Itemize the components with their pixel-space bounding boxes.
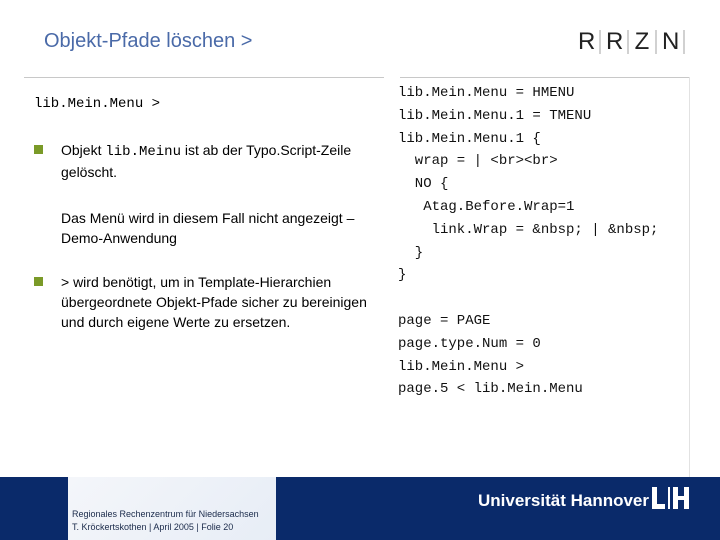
footer-organization: Regionales Rechenzentrum für Niedersachsen	[72, 509, 259, 519]
code-line: lib.Mein.Menu = HMENU	[398, 85, 575, 101]
code-line: Atag.Before.Wrap=1	[398, 198, 575, 215]
bullet-square-icon	[34, 145, 43, 154]
code-line: page.5 < lib.Mein.Menu	[398, 381, 583, 398]
code-line: wrap = | <br><br>	[398, 153, 558, 170]
rrzn-logo	[578, 28, 690, 56]
code-line: page = PAGE	[398, 312, 491, 329]
bullet-text: Objekt lib.Meinu ist ab der Typo.Script-Zeile gelöscht.	[61, 142, 352, 180]
logo-letter: R	[578, 28, 596, 55]
logo-letter: R	[606, 28, 624, 55]
logo-divider	[627, 30, 629, 54]
logo-letter: Z	[634, 28, 650, 55]
code-line: lib.Mein.Menu.1 {	[398, 130, 541, 147]
university-name: Universität Hannover	[478, 491, 649, 510]
code-line: }	[398, 267, 407, 284]
logo-divider	[599, 30, 601, 54]
left-column	[34, 96, 374, 116]
code-line: lib.Mein.Menu >	[398, 358, 525, 375]
footer-author-date: T. Kröckertskothen | April 2005 | Folie 20	[72, 522, 234, 532]
inline-code: lib.Meinu	[105, 144, 181, 160]
bullet-square-icon	[34, 277, 43, 286]
divider-vertical	[689, 77, 690, 477]
bullet-text: > wird benötigt, um in Template-Hierarchien übergeordnete Objekt-Pfade sicher zu bereinigen und durch eigene Werte zu ersetzen.	[61, 274, 367, 330]
divider-left	[24, 77, 384, 78]
divider-right	[400, 77, 690, 78]
code-heading: lib.Mein.Menu >	[34, 96, 161, 112]
logo-divider	[655, 30, 657, 54]
university-logo-icon	[650, 485, 692, 511]
typoscript-code-block	[398, 82, 658, 401]
logo-divider	[683, 30, 685, 54]
logo-letter: N	[662, 28, 680, 55]
code-line: NO {	[398, 176, 449, 193]
demo-note: Das Menü wird in diesem Fall nicht angezeigt – Demo-Anwendung	[61, 210, 355, 246]
footer-info-panel	[68, 477, 276, 540]
code-line: page.type.Num = 0	[398, 335, 541, 352]
slide-title: Objekt-Pfade löschen >	[44, 30, 253, 52]
code-line: link.Wrap = &nbsp; | &nbsp;	[398, 221, 659, 238]
code-line: lib.Mein.Menu.1 = TMENU	[398, 107, 592, 124]
code-line: }	[398, 244, 424, 261]
